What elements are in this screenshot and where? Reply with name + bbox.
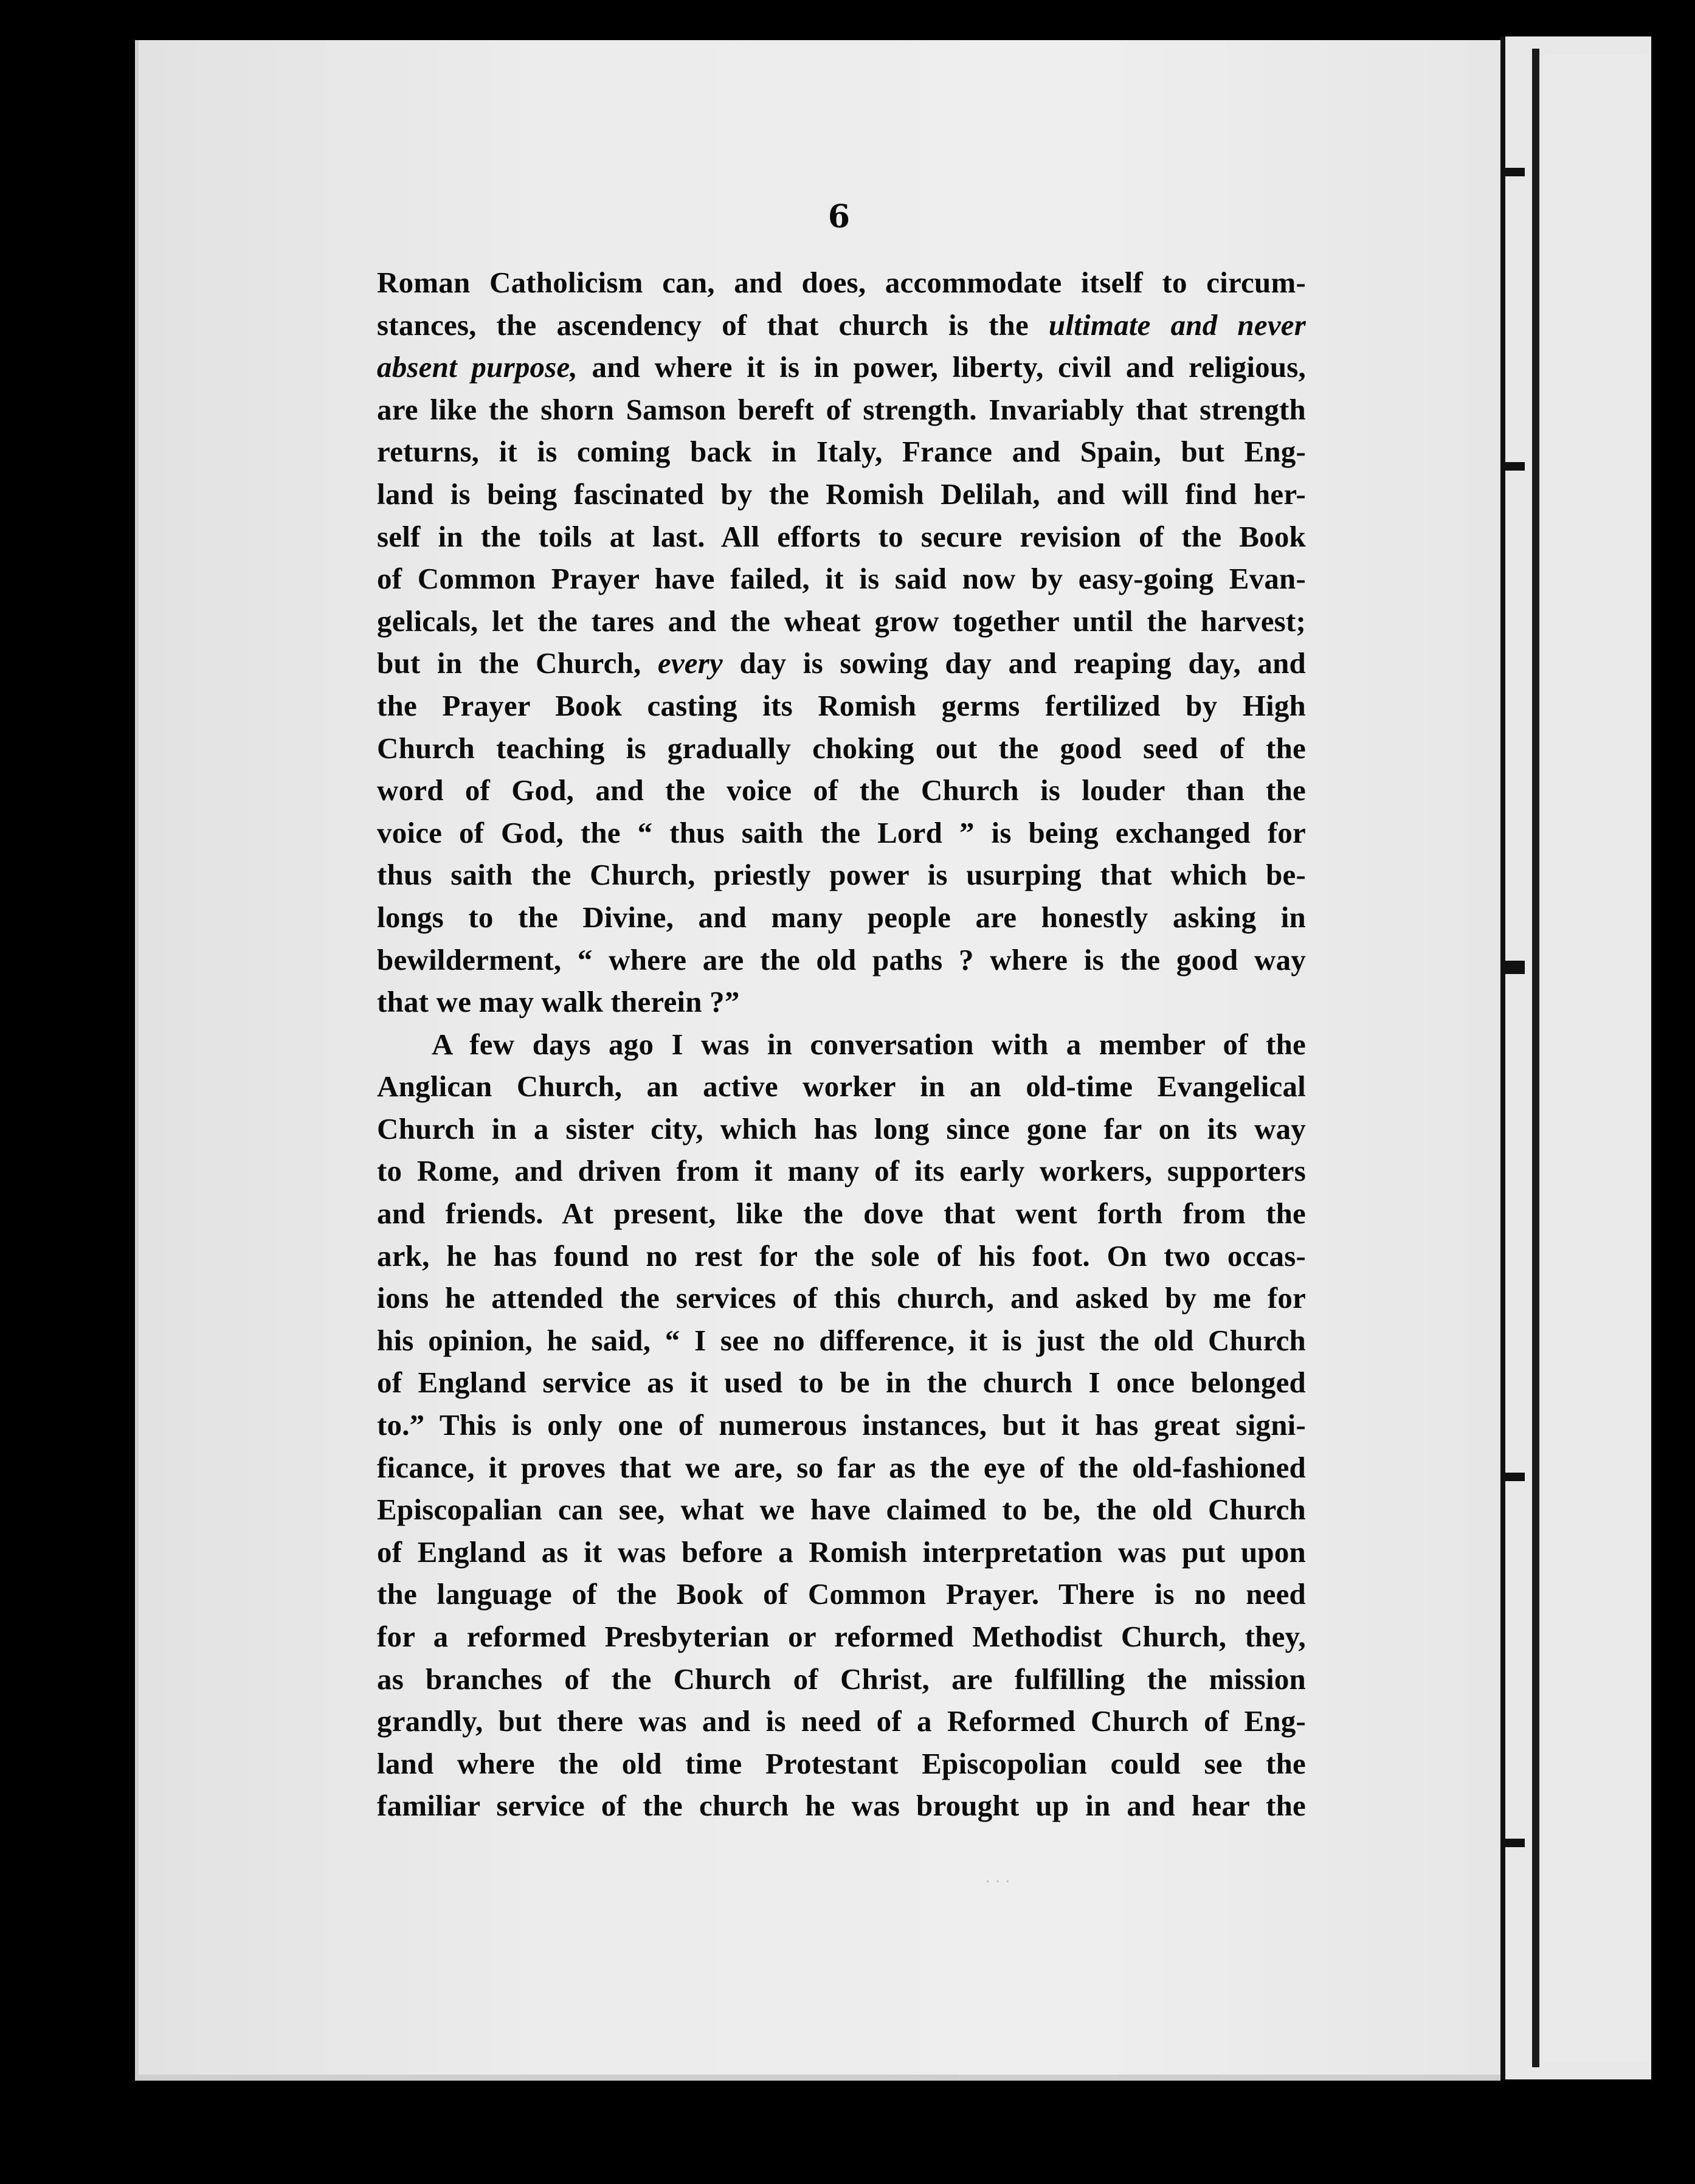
text-segment: that we may walk therein ?” xyxy=(377,985,740,1019)
text-segment: to.” This is only one of numerous instances, but it has great signi- xyxy=(377,1408,1306,1442)
text-line xyxy=(377,642,1306,685)
text-line xyxy=(377,1192,1306,1235)
text-segment: Episcopalian can see, what we have claimed to be, the old Church xyxy=(377,1493,1306,1527)
text-segment: of Common Prayer have failed, it is said now by easy-going Evan- xyxy=(377,562,1306,596)
text-line xyxy=(377,261,1306,304)
text-segment: are like the shorn Samson bereft of strength. Invariably that strength xyxy=(377,392,1306,426)
text-line xyxy=(377,1404,1306,1446)
text-segment: Church teaching is gradually choking out the good seed of the xyxy=(377,731,1306,765)
text-line xyxy=(377,1361,1306,1404)
text-line xyxy=(377,1150,1306,1192)
text-segment: to Rome, and driven from it many of its early workers, supporters xyxy=(377,1154,1306,1188)
text-segment: ark, he has found no rest for the sole of his foot. On two occas- xyxy=(377,1239,1306,1273)
faint-bleed-mark: · · · xyxy=(985,1873,1010,1892)
text-line xyxy=(377,389,1306,431)
text-line xyxy=(377,1616,1306,1658)
text-segment: voice of God, the “ thus saith the Lord ” is being exchanged for xyxy=(377,815,1306,849)
text-line xyxy=(377,981,1306,1023)
text-line xyxy=(377,1743,1306,1785)
text-line xyxy=(377,473,1306,516)
text-segment: of England service as it used to be in the church I once belonged xyxy=(377,1366,1306,1400)
text-line xyxy=(377,854,1306,896)
text-line xyxy=(377,1785,1306,1827)
text-line xyxy=(377,1658,1306,1701)
text-segment: thus saith the Church, priestly power is usurping that which be- xyxy=(377,858,1306,892)
text-line xyxy=(377,1319,1306,1362)
text-segment: the Prayer Book casting its Romish germs fertilized by High xyxy=(377,688,1306,722)
text-segment: A few days ago I was in conversation with a member of the xyxy=(432,1027,1306,1061)
text-line xyxy=(377,939,1306,981)
text-segment: ions he attended the services of this church, and asked by me for xyxy=(377,1281,1306,1315)
text-segment: longs to the Divine, and many people are honestly asking in xyxy=(377,900,1306,934)
text-segment: land is being fascinated by the Romish Delilah, and will find her- xyxy=(377,477,1306,511)
binding-edge xyxy=(1532,49,1539,2067)
body-text xyxy=(377,261,1306,1827)
text-segment: but in the Church, xyxy=(377,646,658,680)
text-segment: and friends. At present, like the dove that went forth from the xyxy=(377,1197,1306,1231)
text-line xyxy=(377,1108,1306,1150)
text-segment: his opinion, he said, “ I see no difference, it is just the old Church xyxy=(377,1323,1306,1357)
text-segment: self in the toils at last. All efforts to secure revision of the Book xyxy=(377,519,1306,553)
text-line xyxy=(377,812,1306,854)
text-segment: familiar service of the church he was brought up in and hear the xyxy=(377,1789,1306,1823)
text-segment: Church in a sister city, which has long since gone far on its way xyxy=(377,1111,1306,1146)
text-line xyxy=(377,1277,1306,1319)
text-segment: for a reformed Presbyterian or reformed Methodist Church, they, xyxy=(377,1620,1306,1653)
text-segment: grandly, but there was and is need of a Reformed Church of Eng- xyxy=(377,1704,1306,1738)
text-segment: bewilderment, “ where are the old paths ? where is the good way xyxy=(377,942,1306,976)
italic-text: absent purpose, xyxy=(377,350,578,384)
text-line xyxy=(377,516,1306,558)
text-segment: Anglican Church, an active worker in an old-time Evangelical xyxy=(377,1070,1306,1104)
text-segment: ficance, it proves that we are, so far as the eye of the old-fashioned xyxy=(377,1450,1306,1484)
text-line xyxy=(377,769,1306,812)
text-line xyxy=(377,1235,1306,1277)
text-line xyxy=(377,558,1306,600)
italic-text: every xyxy=(657,646,723,680)
italic-text: ultimate and never xyxy=(1048,308,1306,342)
text-line xyxy=(377,1573,1306,1616)
text-segment: Roman Catholicism can, and does, accommodate itself to circum- xyxy=(377,266,1306,299)
text-line xyxy=(377,600,1306,643)
text-segment: the language of the Book of Common Prayer. There is no need xyxy=(377,1577,1306,1611)
text-line xyxy=(377,1446,1306,1489)
text-line xyxy=(377,1488,1306,1531)
text-segment: returns, it is coming back in Italy, France and Spain, but Eng- xyxy=(377,435,1306,469)
text-line xyxy=(377,1023,1306,1066)
text-line xyxy=(377,430,1306,473)
text-line xyxy=(377,1700,1306,1743)
text-segment: stances, the ascendency of that church is the xyxy=(377,308,1049,342)
text-segment: gelicals, let the tares and the wheat grow together until the harvest; xyxy=(377,604,1306,638)
text-segment: day is sowing day and reaping day, and xyxy=(722,646,1306,680)
text-segment: as branches of the Church of Christ, are fulfilling the mission xyxy=(377,1662,1306,1696)
text-line xyxy=(377,1531,1306,1574)
page-number: 6 xyxy=(827,198,851,235)
text-line xyxy=(377,1065,1306,1108)
text-segment: word of God, and the voice of the Church is louder than the xyxy=(377,773,1306,807)
text-line xyxy=(377,346,1306,389)
text-line xyxy=(377,896,1306,939)
text-segment: land where the old time Protestant Episcopolian could see the xyxy=(377,1746,1306,1780)
adjacent-page-face xyxy=(1544,55,1648,2061)
text-line xyxy=(377,727,1306,770)
text-line xyxy=(377,685,1306,727)
text-segment: and where it is in power, liberty, civil and religious, xyxy=(577,350,1306,384)
text-segment: of England as it was before a Romish interpretation was put upon xyxy=(377,1535,1306,1569)
text-line xyxy=(377,304,1306,347)
